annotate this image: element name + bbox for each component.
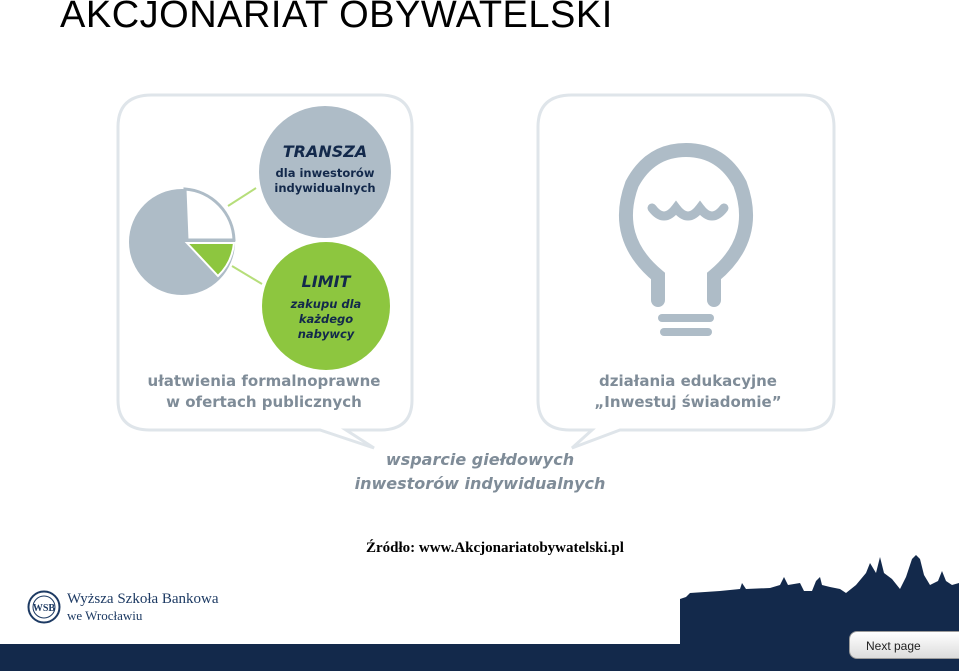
right-caption-line-1: działania edukacyjne (599, 372, 777, 390)
logo-line-2: we Wrocławiu (67, 608, 143, 623)
slide-title: AKCJONARIAT OBYWATELSKI (60, 0, 613, 36)
lightbulb-icon (626, 150, 746, 332)
left-bubble-caption (118, 371, 410, 413)
next-page-button[interactable]: Next page (849, 631, 959, 659)
connector-line-bottom (232, 266, 262, 284)
left-caption-line-1: ułatwienia formalnoprawne (147, 372, 381, 390)
footer-bar (0, 644, 959, 671)
connector-line-top (228, 188, 256, 206)
limit-subtitle-line-2: każdego (298, 312, 354, 326)
pie-chart (129, 189, 235, 295)
limit-subtitle-line-3: nabywcy (297, 327, 355, 341)
transza-subtitle-line-1: dla inwestorów (275, 166, 375, 180)
bottom-caption-line-2: inwestorów indywidualnych (354, 474, 606, 493)
limit-heading: LIMIT (301, 272, 351, 291)
transza-heading: TRANSZA (282, 142, 368, 161)
transza-subtitle-line-2: indywidualnych (274, 181, 376, 195)
source-citation: Źródło: www.Akcjonariatobywatelski.pl (366, 540, 624, 556)
wsb-emblem-icon (27, 590, 61, 624)
right-caption-line-2: „Inwestuj świadomie” (594, 393, 782, 411)
left-caption-line-2: w ofertach publicznych (166, 393, 362, 411)
bottom-caption (330, 448, 630, 496)
right-bubble-caption (538, 371, 838, 413)
transza-subtitle (258, 166, 392, 196)
limit-subtitle-line-1: zakupu dla (290, 297, 362, 311)
logo-line-1: Wyższa Szkoła Bankowa (67, 591, 219, 607)
logo-text (67, 591, 219, 623)
limit-subtitle (262, 297, 390, 342)
university-logo (27, 590, 219, 624)
svg-text:WSB: WSB (32, 603, 56, 614)
bottom-caption-line-1: wsparcie giełdowych (385, 450, 575, 469)
pie-white-slice (185, 189, 234, 240)
